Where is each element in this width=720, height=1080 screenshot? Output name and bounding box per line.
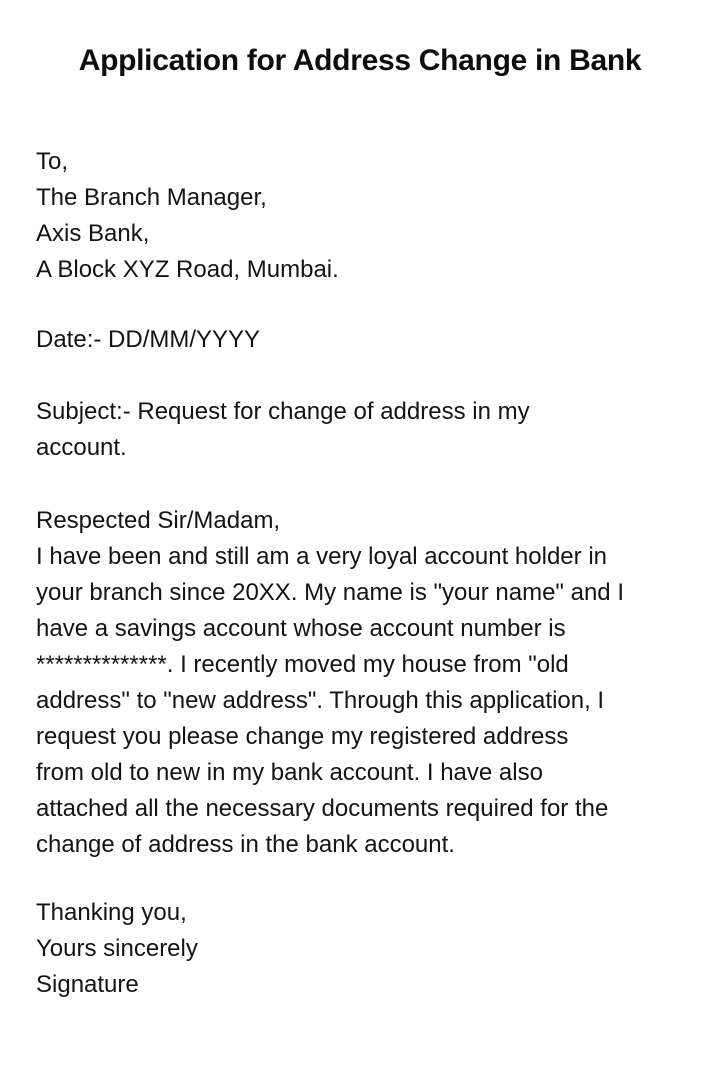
recipient-designation: The Branch Manager, bbox=[36, 184, 267, 211]
date-line: Date:- DD/MM/YYYY bbox=[36, 326, 261, 353]
body-line: attached all the necessary documents required for the bbox=[36, 795, 609, 822]
subject-block bbox=[36, 394, 686, 466]
body-line: your branch since 20XX. My name is "your name" and I bbox=[36, 579, 624, 606]
body-line: change of address in the bank account. bbox=[36, 831, 455, 858]
closing-thanks: Thanking you, bbox=[36, 899, 187, 926]
body-line: request you please change my registered address bbox=[36, 723, 569, 750]
recipient-to: To, bbox=[36, 148, 69, 175]
closing-sign-off: Yours sincerely bbox=[36, 935, 198, 962]
recipient-address-block bbox=[36, 144, 686, 288]
body-line: address" to "new address". Through this application, I bbox=[36, 687, 605, 714]
document-title: Application for Address Change in Bank bbox=[78, 44, 642, 77]
body-line: from old to new in my bank account. I have also bbox=[36, 759, 543, 786]
recipient-bank: Axis Bank, bbox=[36, 220, 150, 247]
body-line: **************. I recently moved my house from "old bbox=[36, 651, 569, 678]
body-line: I have been and still am a very loyal account holder in bbox=[36, 543, 607, 570]
body-line: have a savings account whose account number is bbox=[36, 615, 566, 642]
salutation: Respected Sir/Madam, bbox=[36, 507, 281, 534]
closing-signature: Signature bbox=[36, 971, 139, 998]
recipient-address: A Block XYZ Road, Mumbai. bbox=[36, 256, 339, 283]
date-block bbox=[36, 322, 686, 358]
closing-block bbox=[36, 895, 686, 1003]
subject-line: account. bbox=[36, 434, 127, 461]
letter-body bbox=[36, 503, 686, 863]
subject-line: Subject:- Request for change of address in my bbox=[36, 398, 530, 425]
